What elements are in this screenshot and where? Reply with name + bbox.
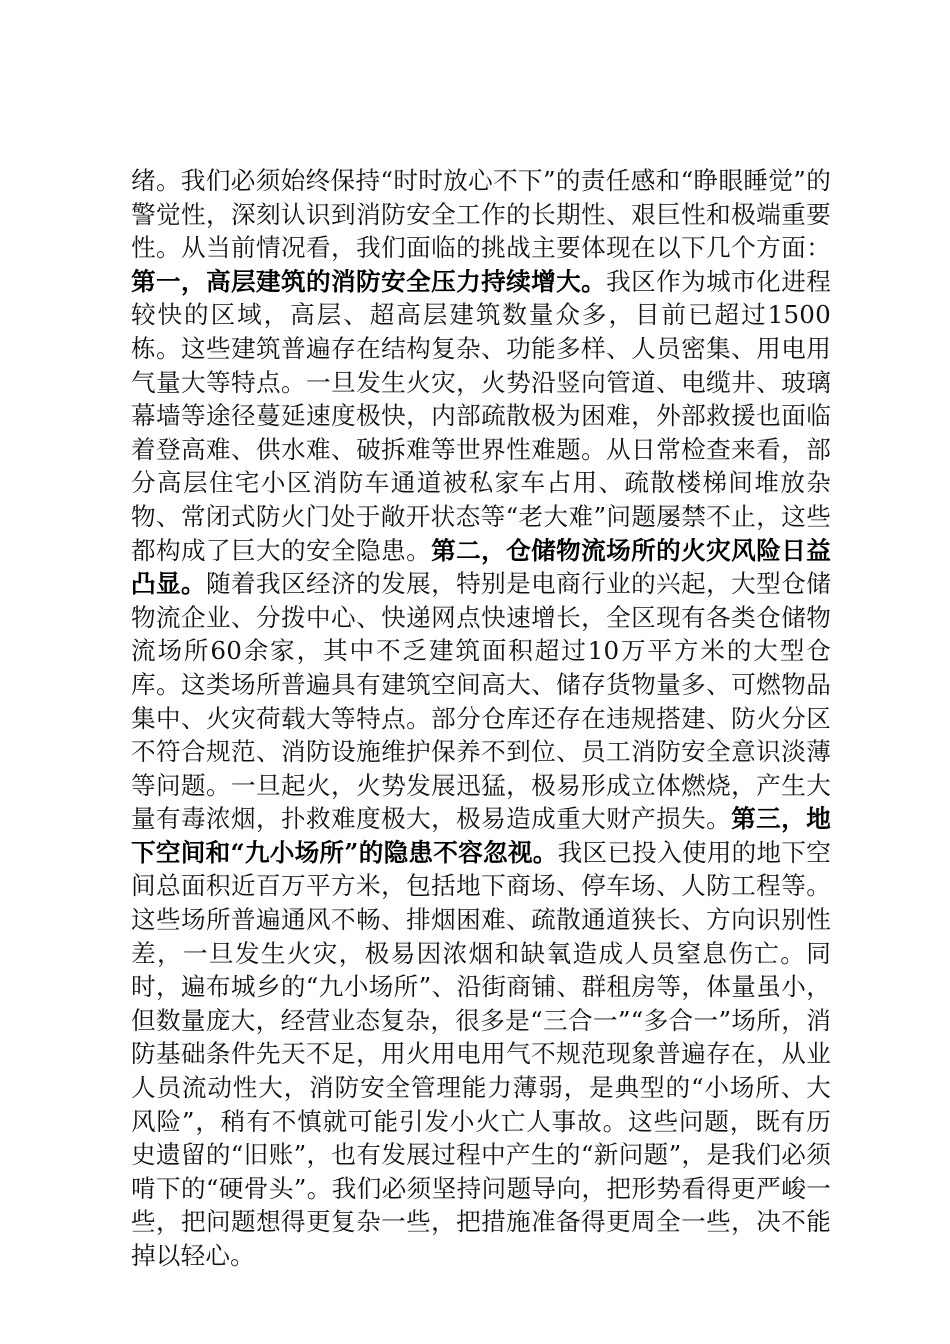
text-segment: 绪。我们必须始终保持“时时放心不下”的责任感和“睁眼睡觉”的警觉性，深刻认识到消防安全工作的长期性、艰巨性和极端重要性。从当前情况看，我们面临的挑战主要体现在以下几个方面： [131, 166, 831, 263]
text-segment: 随着我区经济的发展，特别是电商行业的兴起，大型仓储物流企业、分拨中心、快递网点快速增长，全区现有各类仓储物流场所60余家，其中不乏建筑面积超过10万平方米的大型仓库。这类场所普遍具有建筑空间高大、储存货物量多、可燃物品集中、火灾荷载大等特点。部分仓库还存在违规搭建、防火分区不符合规范、消防设施维护保养不到位、员工消防安全意识淡薄等问题。一旦起火，火势发展迅猛，极易形成立体燃烧，产生大量有毒浓烟，扑救难度极大，极易造成重大财产损失。 [131, 569, 831, 834]
heading-first-point: 第一，高层建筑的消防安全压力持续增大。 [131, 266, 607, 296]
paragraph [131, 164, 831, 1273]
body-paragraph [131, 164, 831, 1273]
text-segment: 我区作为城市化进程较快的区域，高层、超高层建筑数量众多，目前已超过1500栋。这些建筑普遍存在结构复杂、功能多样、人员密集、用电用气量大等特点。一旦发生火灾，火势沿竖向管道、电缆井、玻璃幕墙等途径蔓延速度极快，内部疏散极为困难，外部救援也面临着登高难、供水难、破拆难等世界性难题。从日常检查来看，部分高层住宅小区消防车通道被私家车占用、疏散楼梯间堆放杂物、常闭式防火门处于敞开状态等“老大难”问题屡禁不止，这些都构成了巨大的安全隐患。 [131, 266, 831, 565]
heading-second-point: 第二，仓储物流场所的火灾风险日益凸显。 [131, 535, 831, 599]
text-segment: 我区已投入使用的地下空间总面积近百万平方米，包括地下商场、停车场、人防工程等。这些场所普遍通风不畅、排烟困难、疏散通道狭长、方向识别性差，一旦发生火灾，极易因浓烟和缺氧造成人员窒息伤亡。同时，遍布城乡的“九小场所”、沿街商铺、群租房等，体量虽小，但数量庞大，经营业态复杂，很多是“三合一”“多合一”场所，消防基础条件先天不足，用火用电用气不规范现象普遍存在，从业人员流动性大，消防安全管理能力薄弱，是典型的“小场所、大风险”，稍有不慎就可能引发小火亡人事故。这些问题，既有历史遗留的“旧账”，也有发展过程中产生的“新问题”，是我们必须啃下的“硬骨头”。我们必须坚持问题导向，把形势看得更严峻一些，把问题想得更复杂一些，把措施准备得更周全一些，决不能掉以轻心。 [131, 837, 831, 1270]
heading-third-point: 第三，地下空间和“九小场所”的隐患不容忽视。 [131, 804, 831, 867]
